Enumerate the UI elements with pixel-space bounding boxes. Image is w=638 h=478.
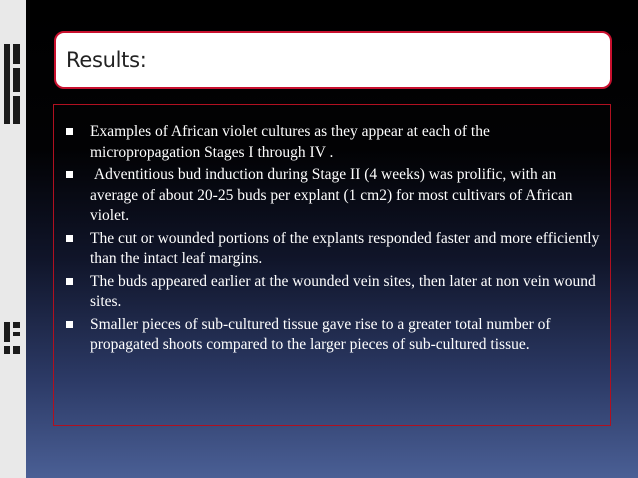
- square-bullet-icon: [66, 235, 73, 242]
- title-box: [54, 31, 612, 89]
- list-item: [66, 165, 601, 227]
- decorative-block: [13, 346, 20, 354]
- bullet-text: The cut or wounded portions of the explants responded faster and more efficiently than the intact leaf margins.: [90, 229, 600, 267]
- decorative-block: [4, 346, 10, 354]
- bullet-text: Smaller pieces of sub-cultured tissue gave rise to a greater total number of propagated shoots compared to the larger pieces of sub-cultured tissue.: [90, 315, 551, 353]
- square-bullet-icon: [66, 171, 73, 178]
- decorative-block: [4, 44, 10, 124]
- decorative-block: [4, 322, 10, 342]
- list-item: [66, 229, 601, 270]
- square-bullet-icon: [66, 278, 73, 285]
- decorative-block: [13, 332, 20, 336]
- list-item: [66, 272, 601, 313]
- bullet-list: [66, 122, 601, 358]
- decorative-block: [13, 96, 20, 124]
- slide-title: Results:: [66, 48, 147, 72]
- square-bullet-icon: [66, 321, 73, 328]
- bullet-text: The buds appeared earlier at the wounded vein sites, then later at non vein wound sites.: [90, 272, 596, 310]
- decorative-block: [13, 322, 20, 328]
- content-box: [53, 104, 611, 426]
- bullet-text: Examples of African violet cultures as they appear at each of the micropropagation Stages I through IV .: [90, 123, 490, 161]
- list-item: [66, 122, 601, 163]
- decorative-block: [13, 44, 20, 64]
- decorative-block: [13, 68, 20, 92]
- bullet-text: Adventitious bud induction during Stage II (4 weeks) was prolific, with an average of about 20-25 buds per explant (1 cm2) for most cultivars of African violet.: [90, 166, 577, 224]
- left-decorative-stripe: [0, 0, 26, 478]
- square-bullet-icon: [66, 128, 73, 135]
- list-item: [66, 315, 601, 356]
